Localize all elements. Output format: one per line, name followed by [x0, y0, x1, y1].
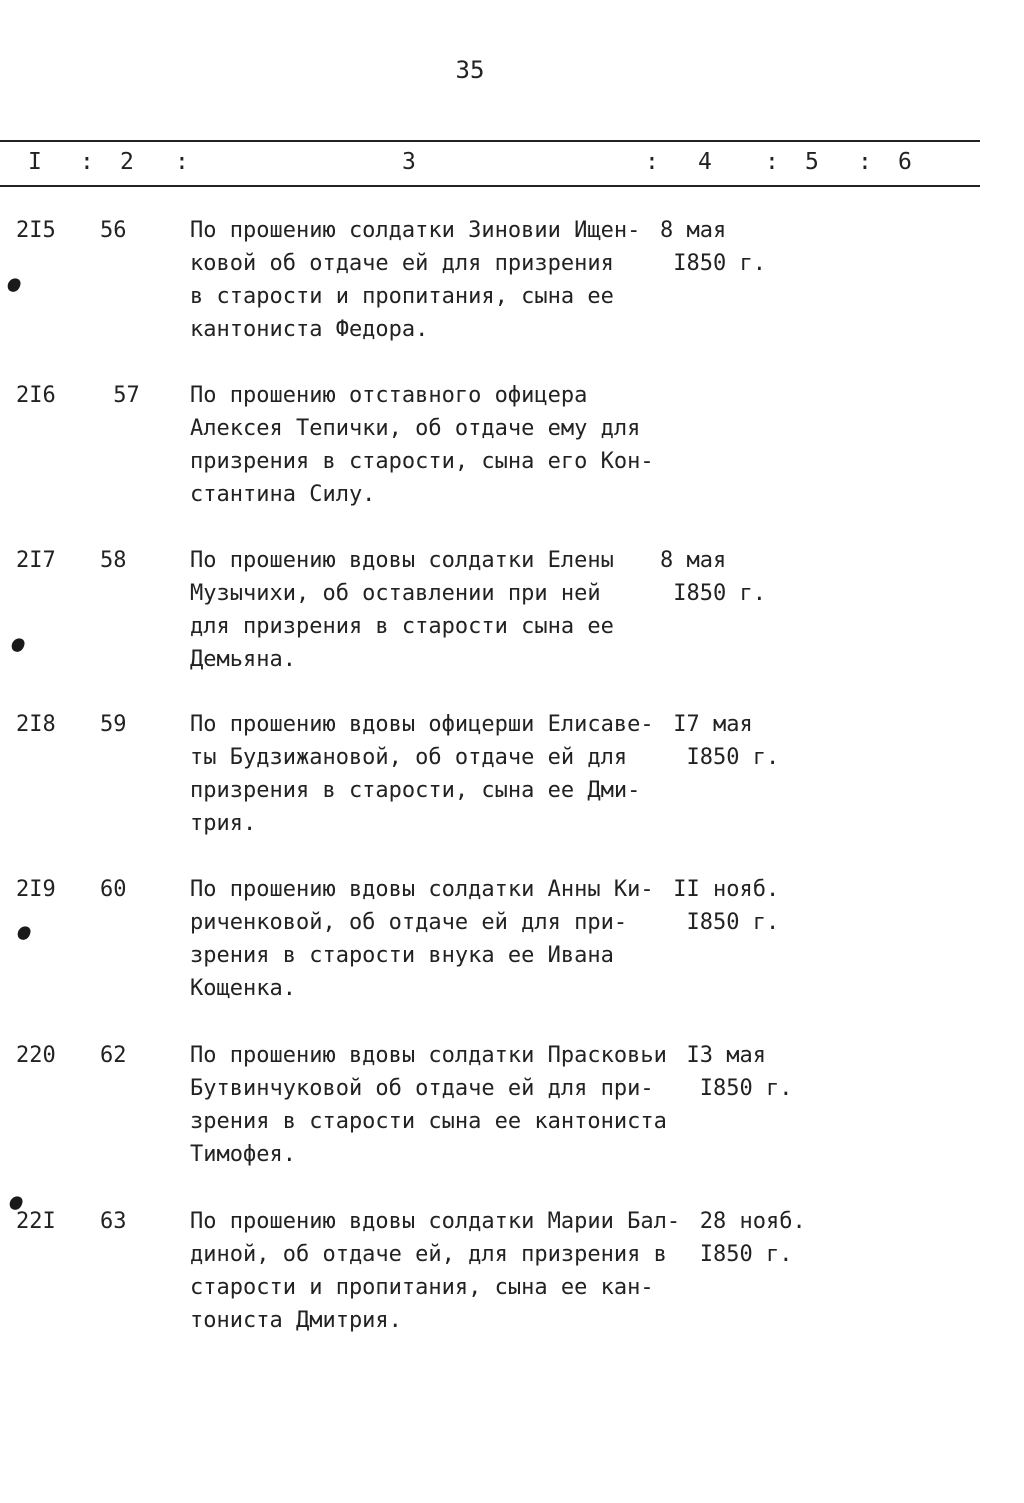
register-entry	[0, 873, 980, 1023]
column-header-1: I	[28, 149, 42, 175]
entry-description: По прошению вдовы солдатки Марии Бал- диной, об отдаче ей, для призрения в старости и пропитания, сына ее кан- тониста Дмитрия.	[190, 1209, 681, 1333]
document-number: 62	[100, 1043, 127, 1068]
column-header-3: 3	[402, 149, 416, 175]
column-separator: :	[80, 149, 94, 175]
document-number: 59	[100, 712, 127, 737]
document-number: 63	[100, 1209, 127, 1234]
entry-description: По прошению вдовы солдатки Прасковьи Бутвинчуковой об отдаче ей для при- зрения в старости сына ее кантониста Тимофея.	[190, 1043, 667, 1167]
entry-description: По прошению вдовы солдатки Анны Ки- риченковой, об отдаче ей для при- зрения в старости внука ее Ивана Кощенка.	[190, 877, 654, 1001]
entry-date: I7 мая I850 г.	[673, 712, 780, 770]
column-header-row	[0, 140, 980, 185]
register-entry	[0, 544, 980, 694]
entry-date: I3 мая I850 г.	[686, 1043, 793, 1101]
entry-number: 2I9	[16, 877, 56, 902]
entry-number: 2I7	[16, 548, 56, 573]
entry-date: 28 нояб. I850 г.	[699, 1209, 806, 1267]
column-separator: :	[765, 149, 779, 175]
column-header-4: 4	[698, 149, 712, 175]
register-entry	[0, 379, 980, 529]
entry-date: 8 мая I850 г.	[660, 548, 766, 606]
column-separator: :	[858, 149, 872, 175]
column-separator: :	[645, 149, 659, 175]
entry-date: 8 мая I850 г.	[660, 218, 766, 276]
entry-number: 2I6	[16, 383, 56, 408]
column-header-2: 2	[120, 149, 134, 175]
document-number: 58	[100, 548, 127, 573]
entry-number: 2I8	[16, 712, 56, 737]
register-entry	[0, 1039, 980, 1189]
header-bottom-rule	[0, 185, 980, 187]
column-separator: :	[175, 149, 189, 175]
document-number: 57	[100, 383, 140, 408]
entry-number: 220	[16, 1043, 56, 1068]
document-number: 60	[100, 877, 127, 902]
entry-description: По прошению вдовы солдатки Елены Музычихи, об оставлении при ней для призрения в старости сына ее Демьяна.	[190, 548, 614, 672]
document-number: 56	[100, 218, 127, 243]
page-number: 35	[455, 56, 485, 84]
column-header-6: 6	[898, 149, 912, 175]
entry-description: По прошению солдатки Зиновии Ищен- ковой об отдаче ей для призрения в старости и пропитания, сына ее кантониста Федора.	[190, 218, 641, 342]
entry-number: 2I5	[16, 218, 56, 243]
column-header-5: 5	[805, 149, 819, 175]
entry-number: 22I	[16, 1209, 56, 1234]
entry-description: По прошению отставного офицера Алексея Тепички, об отдаче ему для призрения в старости, сына его Кон- стантина Силу.	[190, 383, 654, 507]
register-entry	[0, 214, 980, 364]
register-entry	[0, 708, 980, 858]
entry-date: II нояб. I850 г.	[673, 877, 780, 935]
register-entry	[0, 1205, 980, 1355]
entry-description: По прошению вдовы офицерши Елисаве- ты Будзижановой, об отдаче ей для призрения в старости, сына ее Дми- трия.	[190, 712, 654, 836]
